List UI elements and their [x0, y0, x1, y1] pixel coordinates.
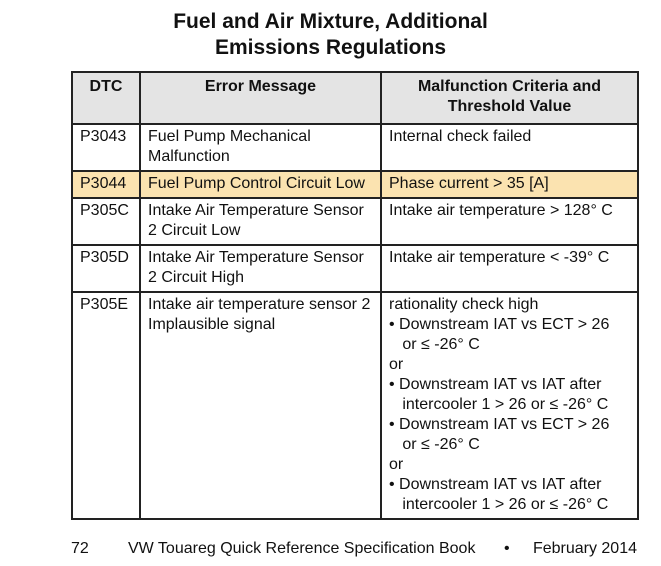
malfunction-criteria: Intake air temperature > 128° C [381, 198, 638, 245]
table-header-row [72, 72, 638, 124]
publication-date: February 2014 [532, 540, 637, 557]
error-message: Fuel Pump Control Circuit Low [140, 171, 381, 198]
criteria-line: intercooler 1 > 26 or ≤ -26° C [389, 496, 609, 513]
page-number: 72 [71, 540, 89, 557]
criteria-line: • Downstream IAT vs ECT > 26 [389, 416, 610, 433]
page-title [0, 9, 661, 61]
page-title-line-1: Fuel and Air Mixture, Additional [173, 10, 488, 33]
criteria-line: or ≤ -26° C [389, 336, 480, 353]
criteria-line: intercooler 1 > 26 or ≤ -26° C [389, 396, 609, 413]
error-message: Intake air temperature sensor 2 Implausible signal [140, 292, 381, 519]
malfunction-criteria: Internal check failed [381, 124, 638, 171]
dtc-code: P3044 [72, 171, 140, 198]
dtc-code: P305E [72, 292, 140, 519]
table-row [72, 198, 638, 245]
criteria-line: rationality check high [389, 296, 539, 313]
table-row [72, 245, 638, 292]
dtc-code: P3043 [72, 124, 140, 171]
header-malfunction-criteria: Malfunction Criteria and Threshold Value [381, 72, 638, 124]
page-footer [71, 540, 637, 562]
book-title: VW Touareg Quick Reference Specification Book [128, 540, 476, 557]
error-message: Intake Air Temperature Sensor 2 Circuit Low [140, 198, 381, 245]
dtc-code: P305D [72, 245, 140, 292]
dtc-table [71, 71, 639, 520]
criteria-line: • Downstream IAT vs IAT after [389, 376, 602, 393]
malfunction-criteria: Phase current > 35 [A] [381, 171, 638, 198]
bullet-separator: • [504, 540, 510, 557]
page-title-line-2: Emissions Regulations [214, 36, 447, 59]
header-dtc: DTC [72, 72, 140, 124]
table-row-highlighted [72, 171, 638, 198]
table-row [72, 124, 638, 171]
malfunction-criteria [381, 292, 638, 519]
criteria-line: or ≤ -26° C [389, 436, 480, 453]
error-message: Fuel Pump Mechanical Malfunction [140, 124, 381, 171]
error-message: Intake Air Temperature Sensor 2 Circuit High [140, 245, 381, 292]
criteria-line: • Downstream IAT vs IAT after [389, 476, 602, 493]
criteria-line: or [389, 456, 404, 473]
header-error-message: Error Message [140, 72, 381, 124]
table-row [72, 292, 638, 519]
criteria-line: • Downstream IAT vs ECT > 26 [389, 316, 610, 333]
criteria-line: or [389, 356, 404, 373]
dtc-code: P305C [72, 198, 140, 245]
malfunction-criteria: Intake air temperature < -39° C [381, 245, 638, 292]
